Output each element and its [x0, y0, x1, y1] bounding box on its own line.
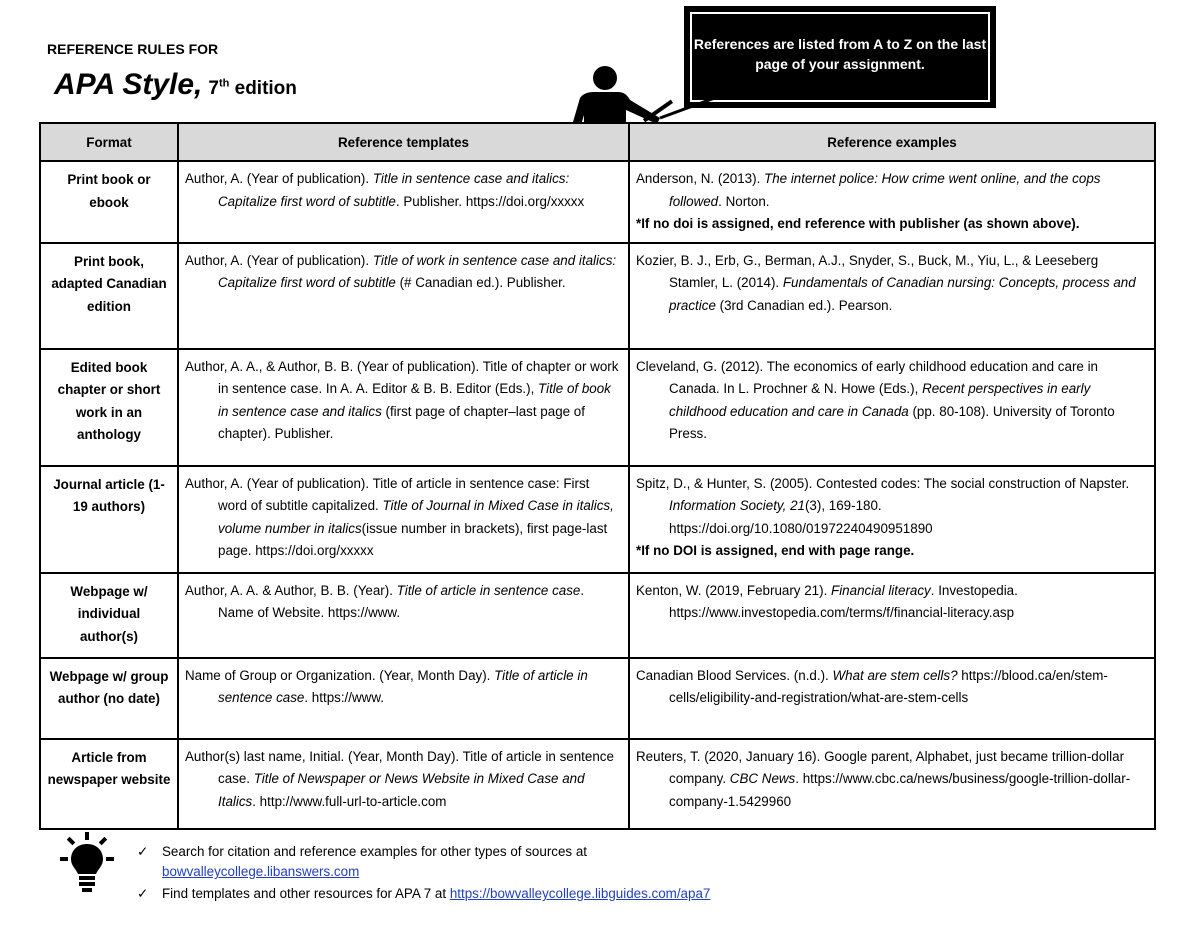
table-row — [40, 573, 1155, 658]
table-row — [40, 739, 1155, 829]
text-segment: Kozier, B. J., Erb, G., Berman, A.J., Snyder, S., Buck, M., Yiu, L., & Leeseberg Stamler, L. (2014). — [636, 252, 1099, 290]
text-segment: Title of work in sentence case and italics: Capitalize first word of subtitle — [218, 252, 617, 290]
text-segment: Author, A. (Year of publication). — [185, 171, 373, 186]
title-text: APA Style, — [54, 68, 203, 101]
example-cell — [629, 739, 1155, 829]
table-row — [40, 243, 1155, 349]
checkmark-icon: ✓ — [137, 844, 149, 859]
template-text — [185, 250, 622, 295]
template-text — [185, 168, 622, 213]
callout-board — [684, 6, 996, 108]
template-cell — [178, 161, 629, 243]
libguides-link[interactable]: https://bowvalleycollege.libguides.com/apa7 — [449, 886, 711, 901]
text-segment: (3), 169-180. https://doi.org/10.1080/01972240490951890 — [669, 498, 933, 536]
edition-number: 7 — [208, 78, 219, 99]
text-segment: . http://www.full-url-to-article.com — [252, 793, 447, 809]
example-cell — [629, 573, 1155, 658]
text-segment: Author, A. A. & Author, B. B. (Year). — [185, 582, 397, 598]
footer-list — [137, 842, 710, 904]
table-row — [40, 349, 1155, 466]
example-text — [636, 473, 1148, 541]
text-segment: (3rd Canadian ed.). Pearson. — [715, 297, 893, 313]
text-segment: Title in sentence case and italics: Capitalize first word of subtitle — [218, 171, 570, 209]
example-cell — [629, 349, 1155, 466]
text-segment: Title of article in sentence case — [396, 582, 581, 598]
text-segment: Anderson, N. (2013). — [636, 171, 765, 186]
template-cell — [178, 573, 629, 658]
edition-word: edition — [234, 78, 297, 99]
example-cell — [629, 658, 1155, 739]
reference-table — [39, 122, 1156, 830]
text-segment: Information Society, 21 — [669, 498, 805, 513]
text-segment: (first page of chapter–last page of chapter). Publisher. — [218, 403, 585, 441]
libanswers-link[interactable]: bowvalleycollege.libanswers.com — [162, 864, 360, 879]
text-segment: Fundamentals of Canadian nursing: Concepts, process and practice — [669, 275, 1136, 313]
example-text — [636, 356, 1148, 446]
table-row — [40, 161, 1155, 243]
text-segment: (# Canadian ed.). Publisher. — [395, 275, 566, 290]
template-cell — [178, 349, 629, 466]
text-segment: (pp. 80-108). University of Toronto Press. — [669, 403, 1115, 441]
callout-text: References are listed from A to Z on the last page of your assignment. — [693, 36, 987, 72]
example-text — [636, 580, 1148, 625]
template-text — [185, 473, 622, 563]
footer-text: Find templates and other resources for APA 7 at — [162, 886, 450, 901]
example-text — [636, 746, 1148, 814]
text-segment: The internet police: How crime went online, and the cops followed — [669, 171, 1101, 209]
format-cell: Article from newspaper website — [40, 739, 178, 829]
text-segment: Kenton, W. (2019, February 21). — [636, 582, 832, 598]
example-note: *If no doi is assigned, end reference with publisher (as shown above). — [636, 216, 1080, 231]
text-segment: Name of Group or Organization. (Year, Month Day). — [185, 667, 495, 683]
text-segment: . Name of Website. https://www. — [218, 582, 585, 620]
page-header-small: REFERENCE RULES FOR — [47, 41, 219, 57]
example-note: *If no DOI is assigned, end with page range. — [636, 543, 915, 558]
example-text — [636, 168, 1148, 213]
text-segment: CBC News — [729, 771, 796, 786]
table-header-row — [40, 123, 1155, 161]
text-segment: Title of article in sentence case — [218, 667, 588, 705]
footer-item — [137, 884, 710, 904]
column-header-templates: Reference templates — [178, 123, 629, 161]
example-cell — [629, 466, 1155, 573]
text-segment: Title of Newspaper or News Website in Mixed Case and Italics — [218, 771, 585, 809]
text-segment: Reuters, T. (2020, January 16). Google parent, Alphabet, just became trillion-dollar company. — [636, 748, 1125, 786]
format-cell: Print book, adapted Canadian edition — [40, 243, 178, 349]
format-cell: Print book or ebook — [40, 161, 178, 243]
example-cell — [629, 161, 1155, 243]
template-text — [185, 356, 622, 446]
text-segment: What are stem cells? — [832, 667, 958, 683]
example-text — [636, 665, 1148, 710]
template-text — [185, 746, 622, 814]
format-cell: Webpage w/ individual author(s) — [40, 573, 178, 658]
text-segment: . Publisher. https://doi.org/xxxxx — [395, 193, 585, 209]
text-segment: . Investopedia. https://www.investopedia.com/terms/f/financial-literacy.asp — [669, 582, 1018, 620]
footer-text: Search for citation and reference examples for other types of sources at — [162, 844, 588, 859]
text-segment: Financial literacy — [831, 582, 931, 598]
lightbulb-icon — [60, 832, 114, 894]
text-segment: Canadian Blood Services. (n.d.). — [636, 667, 833, 683]
text-segment: Spitz, D., & Hunter, S. (2005). Contested codes: The social construction of Napster. — [636, 475, 1130, 491]
example-cell — [629, 243, 1155, 349]
text-segment: . Norton. — [718, 193, 770, 209]
example-text — [636, 250, 1148, 318]
edition-superscript: th — [218, 77, 230, 90]
text-segment: Title of Journal in Mixed Case in italics, volume number in italics — [218, 498, 614, 536]
text-segment: Recent perspectives in early childhood education and care in Canada — [669, 381, 1091, 419]
text-segment: Author, A. (Year of publication). Title of article in sentence case: First word of subtitle capitalized. — [185, 475, 590, 513]
template-text — [185, 665, 622, 710]
text-segment: . https://www.cbc.ca/news/business/google-trillion-dollar-company-1.5429960 — [669, 771, 1131, 809]
format-cell: Edited book chapter or short work in an anthology — [40, 349, 178, 466]
template-cell — [178, 739, 629, 829]
column-header-examples: Reference examples — [629, 123, 1155, 161]
template-cell — [178, 658, 629, 739]
text-segment: Cleveland, G. (2012). The economics of early childhood education and care in Canada. In L. Prochner & N. Howe (Eds.), — [636, 358, 1099, 396]
table-row — [40, 466, 1155, 573]
checkmark-icon: ✓ — [137, 886, 149, 901]
template-cell — [178, 466, 629, 573]
template-text — [185, 580, 622, 625]
text-segment: Author(s) last name, Initial. (Year, Month Day). Title of article in sentence case. — [185, 748, 614, 786]
table-row — [40, 658, 1155, 739]
text-segment: (issue number in brackets), first page-last page. https://doi.org/xxxxx — [218, 520, 608, 558]
text-segment: https://blood.ca/en/stem-cells/eligibility-and-registration/what-are-stem-cells — [669, 667, 1108, 705]
text-segment: Title of book in sentence case and italics — [218, 381, 611, 419]
format-cell: Journal article (1-19 authors) — [40, 466, 178, 573]
text-segment: . https://www. — [304, 690, 384, 705]
edition-label — [208, 78, 297, 99]
column-header-format: Format — [40, 123, 178, 161]
footer-item — [137, 842, 710, 882]
page-title — [54, 68, 297, 102]
template-cell — [178, 243, 629, 349]
text-segment: Author, A. A., & Author, B. B. (Year of publication). Title of chapter or work in sentence case. In A. A. Editor & B. B. Editor (Eds.), — [185, 358, 619, 396]
format-cell: Webpage w/ group author (no date) — [40, 658, 178, 739]
text-segment: Author, A. (Year of publication). — [185, 252, 373, 268]
